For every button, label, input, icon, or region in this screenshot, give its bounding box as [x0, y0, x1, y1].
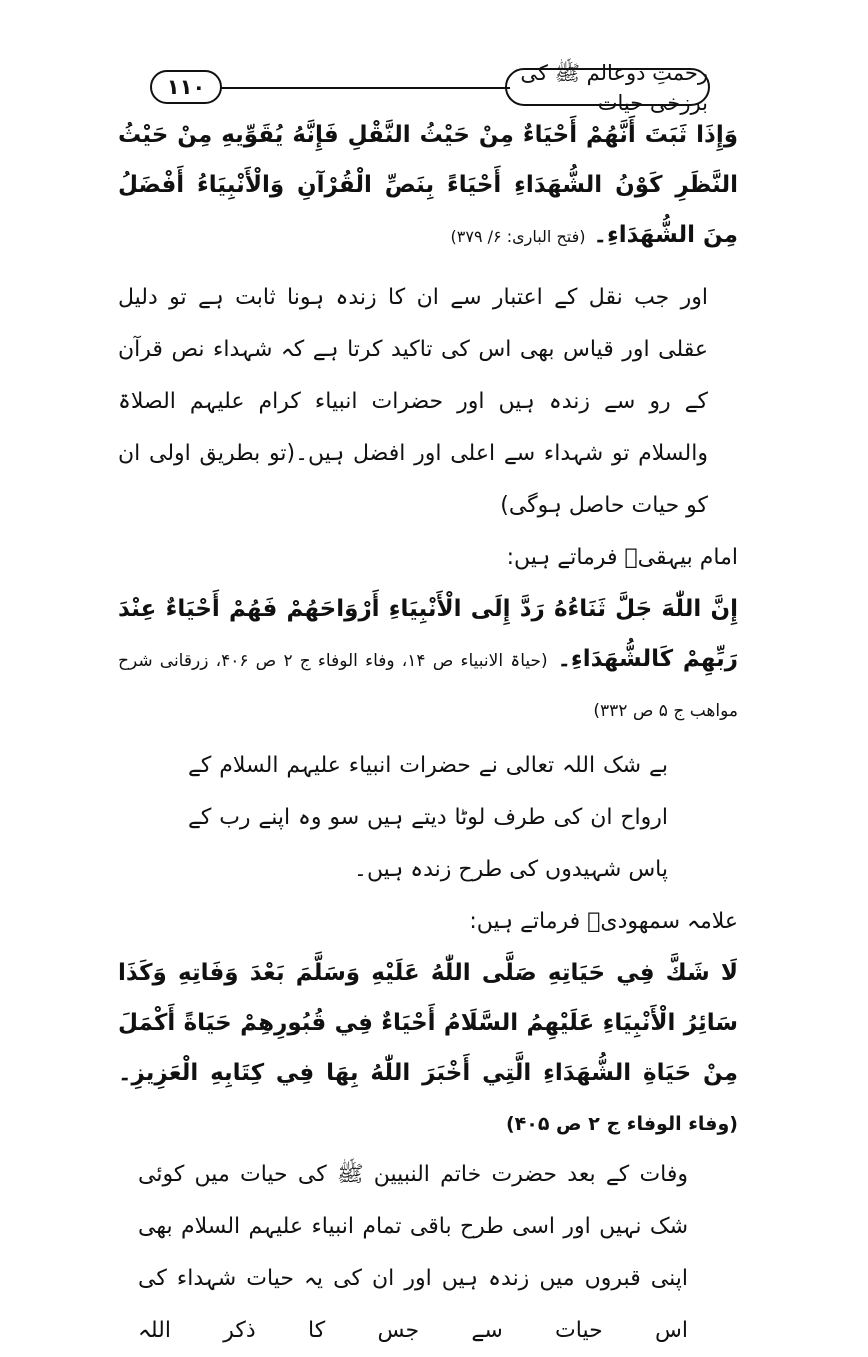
- arabic-quote-bayhaqi: [118, 584, 738, 734]
- reference: (وفاء الوفاء ج ۲ ص ۴۰۵): [505, 1113, 738, 1135]
- arabic-quote-samhudi: [118, 948, 738, 1149]
- heading-bayhaqi: امام بیہقیؒ فرماتے ہیں:: [506, 545, 738, 570]
- reference: (حیاۃ الانبیاء ص ۱۴، وفاء الوفاء ج ۲ ص ۴۰۶، زرقانی شرح مواھب ج ۵ ص ۳۳۲): [118, 651, 738, 721]
- arabic-quote-fath-al-bari: [118, 110, 738, 262]
- running-title: رحمتِ دوعالم ﷺ کی برزخی حیات: [505, 68, 710, 106]
- page-body: [118, 110, 738, 1357]
- reference: (فتح الباری: ۶/ ۳۷۹): [450, 227, 586, 246]
- page-number: ١١٠: [150, 70, 222, 104]
- arabic-text: وَإِذَا ثَبَتَ أَنَّهُمْ أَحْيَاءٌ مِنْ حَيْثُ النَّقْلِ فَإِنَّهُ يُقَوِّيهِ مِنْ حَيْثُ النَّظَرِ كَوْنُ الشُّهَدَاءِ أَحْيَاءً بِنَصِّ الْقُرْآنِ وَالْأَنْبِيَاءُ أَفْضَلُ مِنَ الشُّهَدَاءِ۔: [118, 122, 738, 248]
- header-rule: [220, 87, 510, 89]
- arabic-text: لَا شَكَّ فِي حَيَاتِهِ صَلَّى اللّٰهُ عَلَيْهِ وَسَلَّمَ بَعْدَ وَفَاتِهِ وَكَذَا سَائِرُ الْأَنْبِيَاءِ عَلَيْهِمُ السَّلَامُ أَحْيَاءٌ فِي قُبُورِهِمْ حَيَاةً أَكْمَلَ مِنْ حَيَاةِ الشُّهَدَاءِ الَّتِي أَخْبَرَ اللّٰهُ بِهَا فِي كِتَابِهِ الْعَزِيزِ۔: [118, 960, 738, 1086]
- page-header: [150, 60, 710, 115]
- urdu-translation-2: بے شک اللہ تعالی نے حضرات انبیاء علیہم السلام کے ارواح ان کی طرف لوٹا دیتے ہیں سو وہ اپنے رب کے پاس شہیدوں کی طرح زندہ ہیں۔: [188, 753, 668, 882]
- urdu-translation-3: وفات کے بعد حضرت خاتم النبیین ﷺ کی حیات میں کوئی شک نہیں اور اسی طرح باقی تمام انبیاء علیہم السلام بھی اپنی قبروں میں زندہ ہیں اور ان کی یہ حیات شہداء کی اس حیات سے جس کا ذکر اللہ: [138, 1162, 688, 1343]
- urdu-translation-1: اور جب نقل کے اعتبار سے ان کا زندہ ہونا ثابت ہے تو دلیل عقلی اور قیاس بھی اس کی تاکید کرتا ہے کہ شہداء نص قرآن کے رو سے زندہ ہیں اور حضرات انبیاء کرام علیہم الصلاۃ والسلام تو شہداء سے اعلی اور افضل ہیں۔(تو بطریق اولی ان کو حیات حاصل ہوگی): [118, 285, 708, 518]
- arabic-text: إِنَّ اللّٰهَ جَلَّ ثَنَاءُهُ رَدَّ إِلَى الْأَنْبِيَاءِ أَرْوَاحَهُمْ فَهُمْ أَحْيَاءٌ عِنْدَ رَبِّهِمْ كَالشُّهَدَاءِ۔: [118, 596, 738, 672]
- heading-samhudi: علامہ سمھودیؒ فرماتے ہیں:: [469, 909, 738, 934]
